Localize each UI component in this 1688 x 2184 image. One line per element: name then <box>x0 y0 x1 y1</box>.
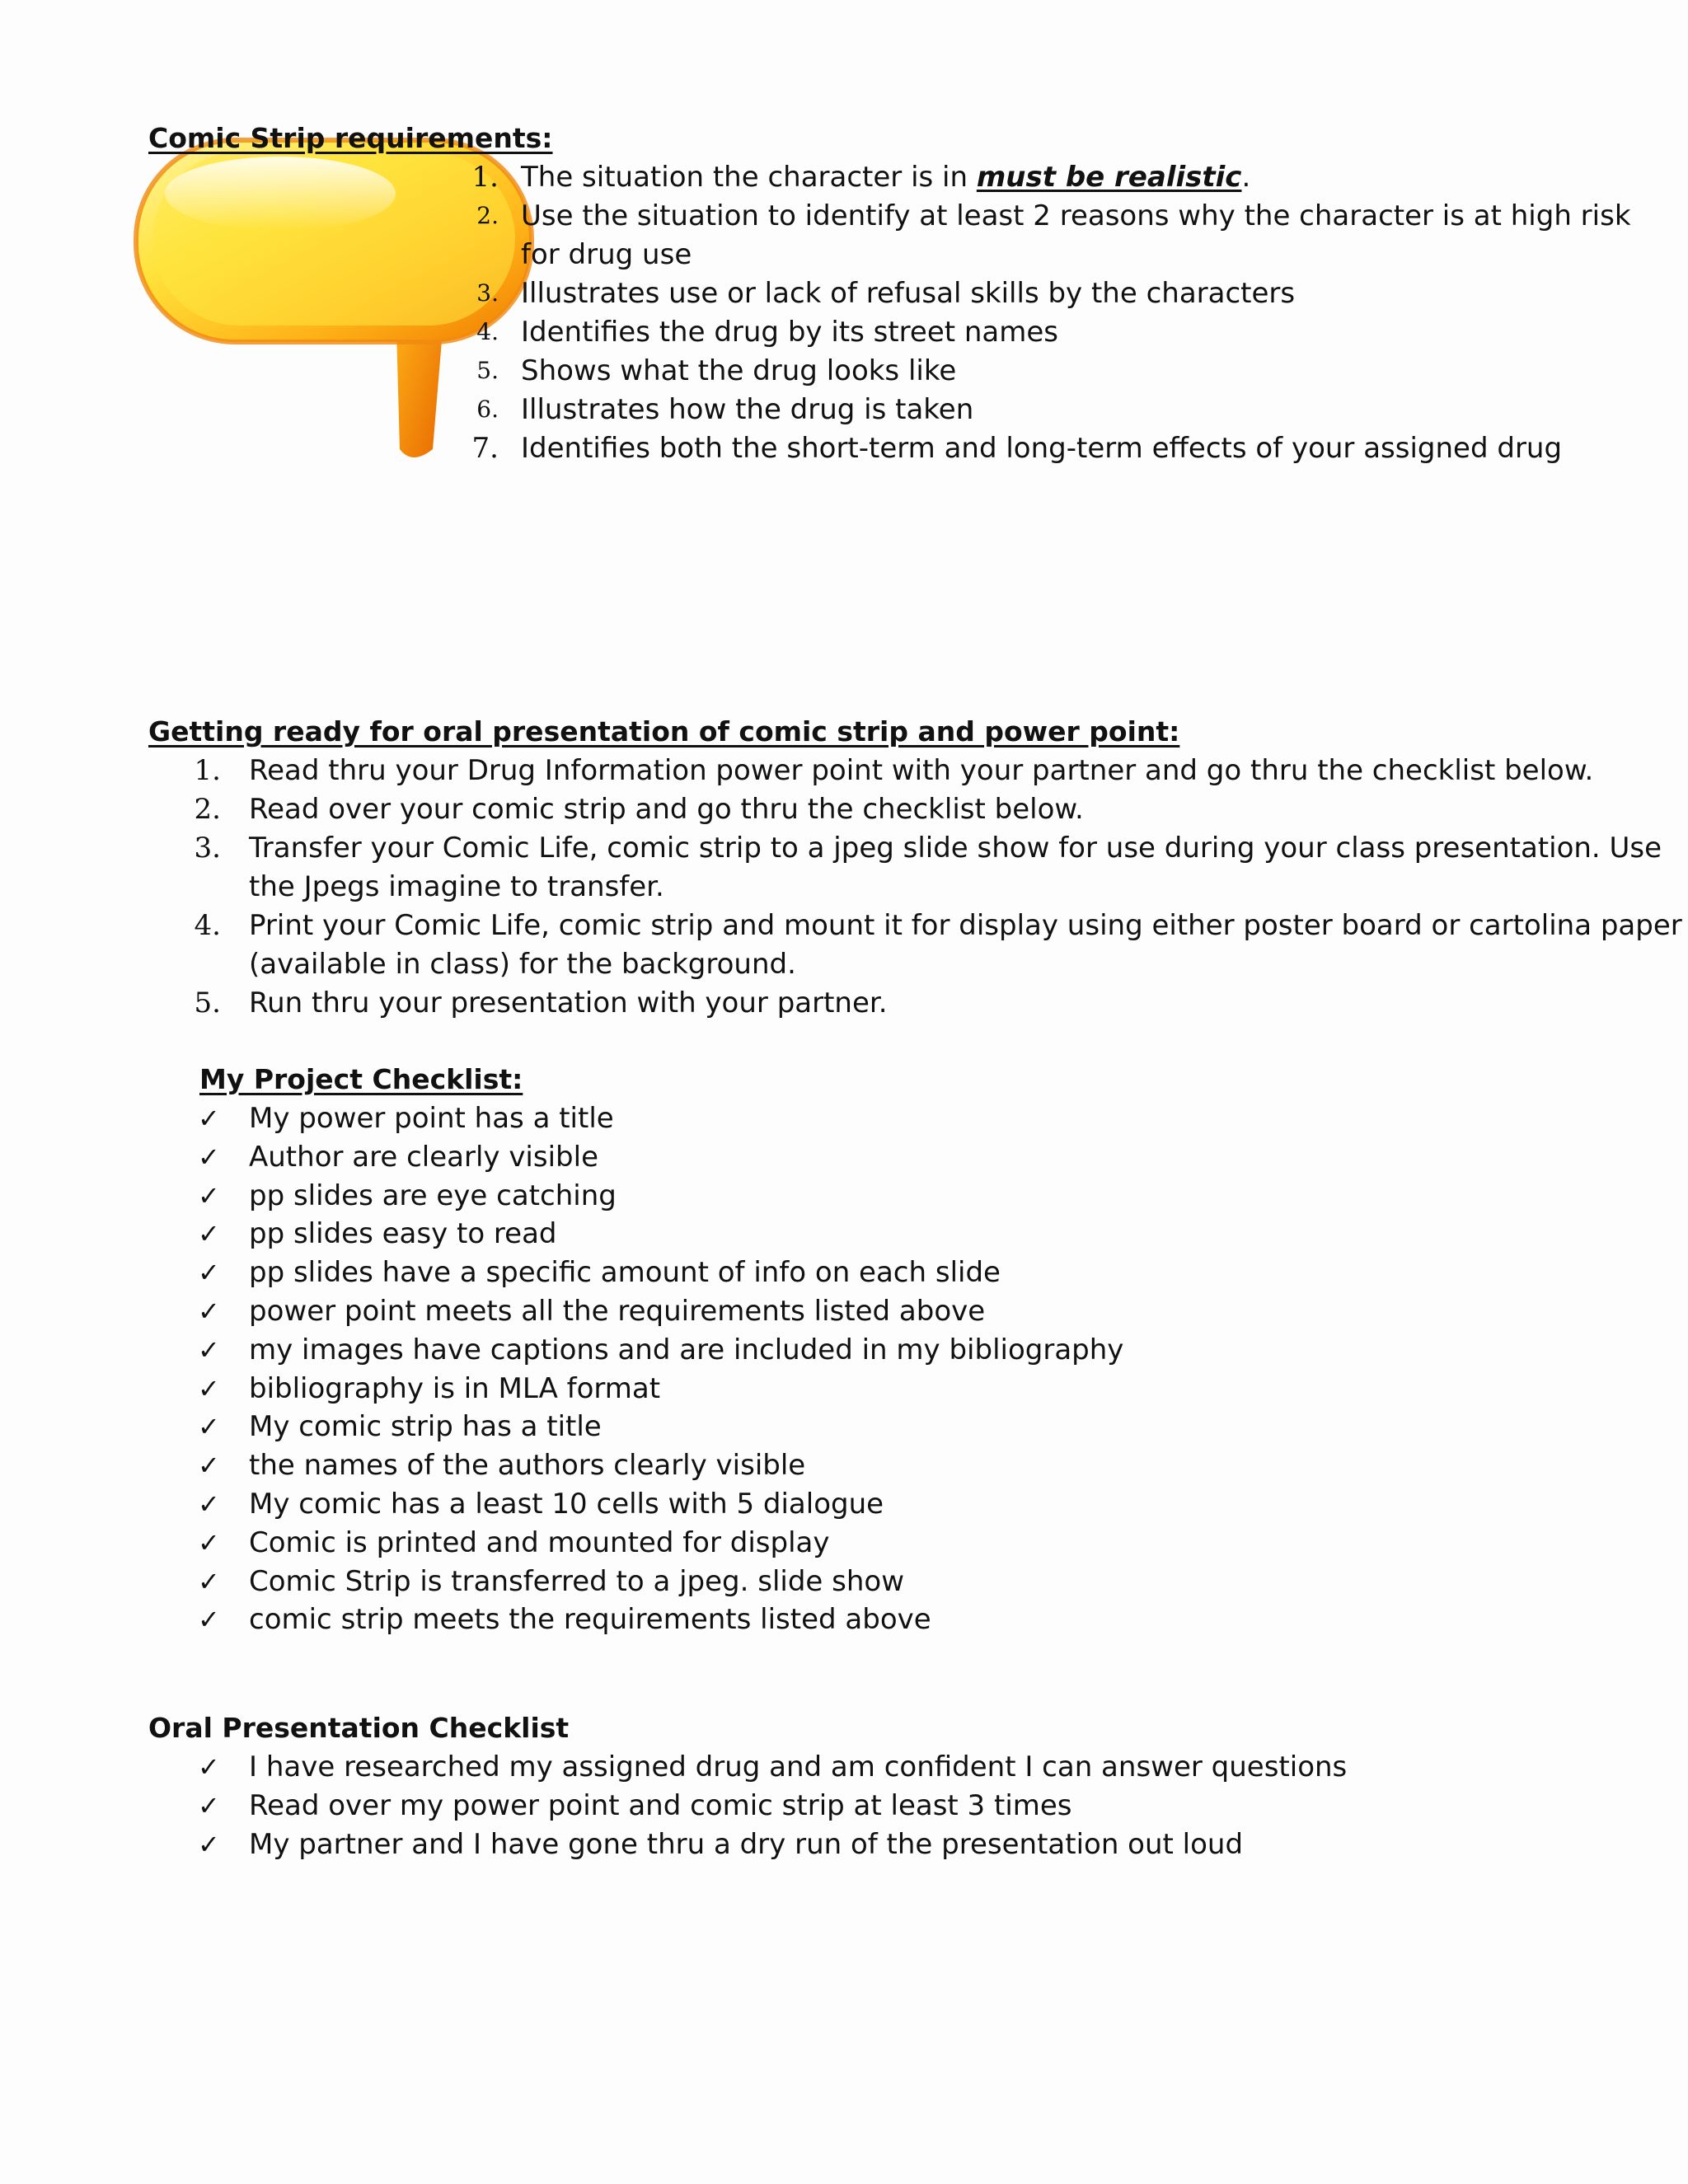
list-text: Print your Comic Life, comic strip and mount it for display using either poster board or cartolina paper <box>249 909 1682 942</box>
checkmark-icon: ✓ <box>198 1488 220 1520</box>
list-text: Read thru your Drug Information power point with your partner and go thru the checklist below. <box>249 754 1594 787</box>
list-text <box>521 161 1250 194</box>
project-checklist-heading: My Project Checklist: <box>199 1063 523 1095</box>
checkmark-icon: ✓ <box>198 1604 220 1636</box>
list-text-continued: the Jpegs imagine to transfer. <box>249 870 664 903</box>
checkmark-icon: ✓ <box>198 1103 220 1134</box>
checklist-item-text: power point meets all the requirements listed above <box>249 1295 986 1328</box>
list-number: 5. <box>476 357 499 384</box>
checkmark-icon: ✓ <box>198 1790 220 1821</box>
emphasis-text: must be realistic <box>976 161 1242 194</box>
checkmark-icon: ✓ <box>198 1218 220 1250</box>
oral-checklist-heading: Oral Presentation Checklist <box>148 1712 570 1744</box>
checklist-item-text: my images have captions and are included in my bibliography <box>249 1333 1124 1366</box>
checkmark-icon: ✓ <box>198 1411 220 1443</box>
checkmark-icon: ✓ <box>198 1829 220 1860</box>
item-text: The situation the character is in <box>521 161 977 194</box>
list-number: 5. <box>194 987 221 1019</box>
checklist-item-text: bibliography is in MLA format <box>249 1371 661 1405</box>
list-number: 1. <box>471 161 499 194</box>
oral-prep-heading: Getting ready for oral presentation of comic strip and power point: <box>148 715 1180 748</box>
checklist-item-text: My power point has a title <box>249 1102 614 1135</box>
checklist-item-text: My comic has a least 10 cells with 5 dialogue <box>249 1488 884 1521</box>
checkmark-icon: ✓ <box>198 1333 220 1366</box>
checkmark-icon: ✓ <box>198 1526 220 1558</box>
list-text-continued: for drug use <box>521 238 692 271</box>
comic-requirements-heading: Comic Strip requirements: <box>148 122 553 154</box>
list-number: 7. <box>471 432 499 465</box>
checklist-item-text: Read over my power point and comic strip at least 3 times <box>249 1789 1072 1822</box>
checkmark-icon: ✓ <box>198 1450 220 1482</box>
list-text: Identifies the drug by its street names <box>521 316 1059 349</box>
list-number: 4. <box>476 318 499 345</box>
checklist-item-text: comic strip meets the requirements listed above <box>249 1603 931 1637</box>
list-number: 3. <box>194 832 221 865</box>
checklist-item-text: pp slides are eye catching <box>249 1179 617 1212</box>
checkmark-icon: ✓ <box>198 1141 220 1173</box>
checkmark-icon: ✓ <box>198 1296 220 1327</box>
checkmark-icon: ✓ <box>198 1372 220 1404</box>
checklist-item-text: My comic strip has a title <box>249 1410 602 1444</box>
list-number: 2. <box>476 202 499 229</box>
checklist-item-text: the names of the authors clearly visible <box>249 1449 806 1483</box>
checklist-item-text: Comic Strip is transferred to a jpeg. slide show <box>249 1564 905 1598</box>
checklist-item-text: I have researched my assigned drug and am confident I can answer questions <box>249 1750 1348 1783</box>
list-number: 1. <box>194 754 221 787</box>
checklist-item-text: Author are clearly visible <box>249 1140 598 1174</box>
list-text: Transfer your Comic Life, comic strip to a jpeg slide show for use during your class presentation. Use <box>249 832 1662 865</box>
checklist-item-text: pp slides easy to read <box>249 1217 557 1251</box>
list-text: Use the situation to identify at least 2 reasons why the character is at high risk <box>521 199 1631 232</box>
checkmark-icon: ✓ <box>198 1751 220 1783</box>
list-number: 4. <box>194 909 221 942</box>
list-text-continued: (available in class) for the background. <box>249 948 796 981</box>
list-text: Illustrates how the drug is taken <box>521 393 974 426</box>
list-text: Shows what the drug looks like <box>521 354 957 387</box>
list-number: 2. <box>194 793 221 826</box>
checkmark-icon: ✓ <box>198 1565 220 1597</box>
list-text: Run thru your presentation with your partner. <box>249 987 888 1019</box>
checklist-item-text: My partner and I have gone thru a dry run of the presentation out loud <box>249 1828 1244 1861</box>
list-text: Read over your comic strip and go thru the checklist below. <box>249 793 1084 826</box>
checklist-item-text: Comic is printed and mounted for display <box>249 1526 830 1559</box>
checklist-item-text: pp slides have a specific amount of info on each slide <box>249 1256 1001 1290</box>
list-number: 3. <box>476 279 499 307</box>
checkmark-icon: ✓ <box>198 1179 220 1212</box>
list-number: 6. <box>476 396 499 423</box>
list-text: Identifies both the short-term and long-term effects of your assigned drug <box>521 432 1563 465</box>
item-text-end: . <box>1241 161 1251 194</box>
list-text: Illustrates use or lack of refusal skills by the characters <box>521 277 1296 310</box>
checkmark-icon: ✓ <box>198 1257 220 1289</box>
